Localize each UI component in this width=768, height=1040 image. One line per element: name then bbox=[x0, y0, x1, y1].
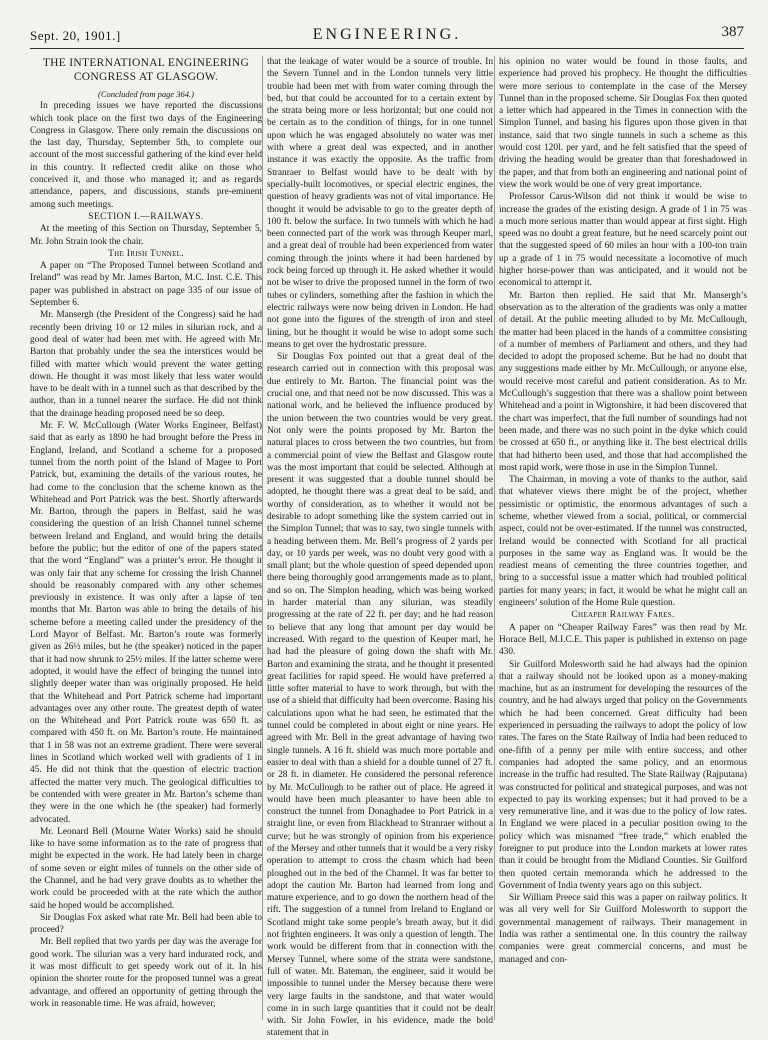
paragraph: The Chairman, in moving a vote of thanks to the author, said that whatever views there might be of the project, whether pessimistic or optimistic, the enormous advantages of such a scheme, whether viewed from a social, political, or commercial aspect, could not be over-estimated. If the tunnel was constructed, Ireland would be connected with Scotland for all practical purposes in the same way as England was. It would be the readiest means of cementing the three countries together, and bring to a successful issue a matter which had troubled political parties for many years; in fact, it would be what he might call an engineers’ solution of the Home Rule question. bbox=[499, 475, 747, 609]
paragraph: Mr. Leonard Bell (Mourne Water Works) said he should like to have some information as to the rate of progress that might be expected in the work. He had lately been in charge of some seven or eight miles of tunnels on the other side of the Channel, and he had very grave doubts as to whether the work could be proceeded with at the rate which the author said he hoped would be accomplished. bbox=[30, 826, 262, 911]
paragraph: Sir Guilford Molesworth said he had always had the opinion that a railway should not be looked upon as a money-making machine, but as an instrument for developing the resources of the country, and he had always urged that policy on the Governments which he had been concerned. Great difficulty had been experienced in persuading the railways to adopt the policy of low rates. The fares on the State Railway of India had been reduced to one-fifth of a penny per mile with entire success, and other companies had adopted the same policy, and an enormous increase in the traffic had resulted. The State Railway (Rajputana) was constructed for political and strategical purposes, and was not expected to pay its working expenses; but it had proved to be a very remunerative line, and it was due to the policy of low rates. In England we were placed in a peculiar position owing to the policy which was misnamed “free trade,” which enabled the foreigner to put produce into the London markets at lower rates than it could be brought from the Midland Counties. Sir Guilford then quoted certain memoranda which he addressed to the Government of India twenty years ago on this subject. bbox=[499, 659, 747, 891]
paragraph: Mr. Barton then replied. He said that Mr. Mansergh’s observation as to the alteration of the gradients was only a matter of detail. At the public meeting alluded to by Mr. McCullough, the matter had been placed in the hands of a committee consisting of a number of members of Parliament and others, and they had decided to adopt the proposed scheme. But he had no doubt that any suggestions made either by Mr. McCullough, or anyone else, would receive most careful and patient consideration. As to Mr. McCullough’s suggestion that there was a shallow point between Whitehead and a point in Wigtonshire, it had been discovered that the chart was imperfect, that the full number of soundings had not been made, and there was no such point in the dyke which could be crossed at 650 ft., or anything like it. The best electrical drills that had hitherto been used, and those that had accomplished the most rapid work, were those in use in the Simplon Tunnel. bbox=[499, 290, 747, 473]
paragraph: Mr. Bell replied that two yards per day was the average for good work. The silurian was a very hard indurated rock, and it was most difficult to get speedy work out of it. In his opinion the shorter route for the proposed tunnel was a great advantage, and offered an opportunity of getting through the work in reasonable time. He was afraid, however, bbox=[30, 937, 262, 1009]
page-number: 387 bbox=[721, 24, 744, 40]
page-header bbox=[30, 24, 744, 49]
paragraph: Sir Douglas Fox asked what rate Mr. Bell had been able to proceed? bbox=[30, 912, 262, 936]
paragraph: Sir Douglas Fox pointed out that a great deal of the research carried out in connection with this proposal was due entirely to Mr. Barton. The financial point was the crucial one, and that need not be now discussed. This was a national work, and he believed the influence produced by the union between the two countries would be very great. Not only were the points proposed by Mr. Barton the natural places to cross between the two countries, but from a commercial point of view the Belfast and Glasgow route was the most important that could be selected. Although at present it was suggested that a double tunnel should be adopted, he thought there was a great deal to be said, and worthy of consideration, as to whether it would not be desirable to adopt something like the system carried out in the Simplon Tunnel; that was to say, two single tunnels with a heading between them. Mr. Bell’s progress of 2 yards per day, or 10 yards per week, was no doubt very good with a small plant; but the whole question of speed depended upon there being thoroughly good arrangements made as to plant, and so on. The Simplon heading, which was being worked in harder material than any silurian, was steadily progressing at the rate of 22 ft. per day; and he had reason to believe that any long that amount per day would be increased. With regard to the question of Keuper marl, he had had the pleasure of going down the shaft with Mr. Barton and examining the strata, and he thought it presented great facilities for rapid speed. He would have preferred a little softer material to have to work through, but with the use of a shield that difficulty had been overcome. Basing his calculations upon what he had seen, he estimated that the tunnel could be completed in about eight or nine years. He agreed with Mr. Bell in the great advantage of having two single tunnels. A 16 ft. shield was much more portable and easier to deal with than a shield for a double tunnel of 27 ft. or 28 ft. in diameter. He considered the personal reference by Mr. McCullough to be rather out of place. He agreed it would have been much pleasanter to have been able to construct the tunnel from Donaghadee to Port Patrick in a straight line, or even from Blackhead to Stranraer without a curve; but he was strongly of opinion from his experience of the Mersey and other tunnels that it would be a very risky operation to attempt to cross the chasm which had been ploughed out in the bed of the Channel. It was far better to adopt the caution Mr. Barton had learned from long and mature experience, and to go down the northern head of the rift. The suggestion of a tunnel from Ireland to England or Scotland might take some people’s breath away, but it did not frighten engineers. It was only a question of length. The work would be different from that in connection with the Mersey Tunnel, where some of the strata were sandstone, full of water. Mr. Bateman, the engineer, said it would be impossible to tunnel under the Mersey because there were very large faults in the sandstone, and that water would come in in such large quantities that it could not be dealt with. Sir John Fowler, in his evidence, made the bold statement that in bbox=[267, 352, 493, 1039]
subheading-irish-tunnel: The Irish Tunnel. bbox=[108, 248, 184, 259]
column-2 bbox=[262, 56, 493, 1039]
paragraph: that the leakage of water would be a source of trouble. In the Severn Tunnel and in the London tunnels very little trouble had been met with from water coming through the bed, but that could be accounted for to a certain extent by the strata being more or less horizontal; but one could not be certain as to the condition of things, for in one tunnel upon which he was engaged absolutely no water was met with where a great deal was expected, and in another instance it was exactly the opposite. As the traffic from Stranraer to Belfast would have to be dealt with by specially-built locomotives, or special electric engines, the question of heavy gradients was not of vital importance. He thought it would be advisable to go to the greater depth of 100 ft. below the surface. In two tunnels with which he had been connected part of the work was through Keuper marl, and a great deal of trouble had been experienced from water coming through the joints where it had been hardened by rock being forced up through it. He asked whether it would not be wiser to drive the proposed tunnel in the form of two tubes or cylinders, something after the fashion in which the electric railways were now being driven in London. He had not gone into the figures of the strength of iron and steel lining, but he thought it would be wise to adopt some such means to get over the hydrostatic pressure. bbox=[267, 57, 493, 350]
paragraph: Professor Carus-Wilson did not think it would be wise to increase the grades of the existing design. A grade of 1 in 75 was a much more serious matter than would appear at first sight. High speed was no doubt a great feature, but he need scarcely point out that the suggested speed of 60 miles an hour with a 100-ton train up a grade of 1 in 75 would necessitate a locomotive of much higher horse-power than was anticipated, and it would not be economical to attempt it. bbox=[499, 192, 747, 289]
paragraph: his opinion no water would be found in those faults, and experience had proved his prophecy. He thought the difficulties were more serious to contemplate in the case of the Mersey Tunnel than in the proposed scheme. Sir Douglas Fox then quoted a letter which had appeared in the Times in connection with the Simplon Tunnel, and basing his figures upon those given in that instance, said that two single tunnels in such a scheme as this would cost 120l. per yard, and he felt satisfied that the speed of driving the heading would be greater than that foreshadowed in the paper, and that from both an engineering and national point of view the work would be one of very great importance. bbox=[499, 57, 747, 190]
paragraph: Mr. Mansergh (the President of the Congress) said he had recently been driving 10 or 12 miles in silurian rock, and a good deal of water had been met with. He agreed with Mr. Barton that probably under the sea the interstices would be filled with matter which would prevent the water getting down. He thought it was most likely that less water would have to be dealt with in a tunnel such as that described by the author, than in a tunnel nearer the surface. He did not think that the drainage heading proposed need be so deep. bbox=[30, 310, 262, 419]
paragraph: Mr. F. W. McCullough (Water Works Engineer, Belfast) said that as early as 1890 he had brought before the Press in England, Ireland, and Scotland a scheme for a proposed tunnel from the north point of the Island of Magee to Port Patrick, but, examining the details of the various routes, he had come to the conclusion that the scheme known as the Whitehead and Port Patrick was the best. Shortly afterwards Mr. Barton, through the papers in Belfast, said he was considering the question of an Irish Channel tunnel scheme between Ireland and England, and would bring the details before the public; but the editor of one of the papers stated that the word “England” was a printer’s error. He thought it was only fair that any scheme for crossing the Irish Channel should be reasonably compared with any other schemes previously in existence. It was only after a lapse of ten months that Mr. Barton was able to bring the details of his scheme before a meeting called under the presidency of the Lord Mayor of Belfast. Mr. Barton’s route was formerly given as 26½ miles, but he (the speaker) noticed in the paper that it had now shrunk to 25½ miles. If the latter scheme were adopted, it would have the effect of bringing the tunnel into slightly deeper water than was originally proposed. He held that the Whitehead and Port Patrick scheme had important advantages over any other route. The greatest depth of water on the Whitehead and Port Patrick route was 650 ft. as compared with 450 ft. on Mr. Barton’s route. He maintained that 1 in 58 was not an extreme gradient. There were several lines in Scotland which worked well with gradients of 1 in 45. He did not think that the question of electric traction affected the matter very much. The geological difficulties to be contended with were greater in Mr. Barton’s scheme than they were in the one which he (the speaker) had formerly advocated. bbox=[30, 421, 262, 825]
paragraph: A paper on “The Proposed Tunnel between Scotland and Ireland” was read by Mr. James Barton, M.C. Inst. C.E. This paper was published in abstract on page 335 of our issue of September 6. bbox=[30, 261, 262, 309]
journal-title: ENGINEERING. bbox=[312, 26, 462, 43]
subheading-cheaper-fares: Cheaper Railway Fares. bbox=[571, 610, 675, 621]
paragraph: In preceding issues we have reported the discussions which took place on the first two days of the Engineering Congress in Glasgow. There only remain the discussions on the last day, Thursday, September 5th, to complete our account of the most successful gathering of the kind ever held in this country. It reflected credit alike on those who conceived it, and those who managed it; and as regards attendance, papers, and discussions, stands pre-eminent among such meetings. bbox=[30, 101, 262, 210]
issue-date: Sept. 20, 1901.] bbox=[30, 28, 121, 43]
paragraph: At the meeting of this Section on Thursday, September 5, Mr. John Strain took the chair. bbox=[30, 224, 262, 247]
concluded-note: (Concluded from page 364.) bbox=[97, 89, 194, 99]
column-1 bbox=[30, 56, 262, 1020]
paragraph: A paper on “Cheaper Railway Fares” was then read by Mr. Horace Bell, M.I.C.E. This paper is published in extenso on page 430. bbox=[499, 622, 747, 658]
article-title: THE INTERNATIONAL ENGINEERING CONGRESS AT GLASGOW. bbox=[42, 57, 250, 83]
paragraph: Sir William Preece said this was a paper on railway politics. It was all very well for Sir Guilford Molesworth to support the governmental management of railways. Their management in India was rather a sentimental one. In this country the railway companies were great commercial concerns, and must be managed and con- bbox=[499, 893, 747, 965]
column-3 bbox=[494, 56, 747, 1020]
section-heading: SECTION I.—RAILWAYS. bbox=[88, 211, 204, 222]
